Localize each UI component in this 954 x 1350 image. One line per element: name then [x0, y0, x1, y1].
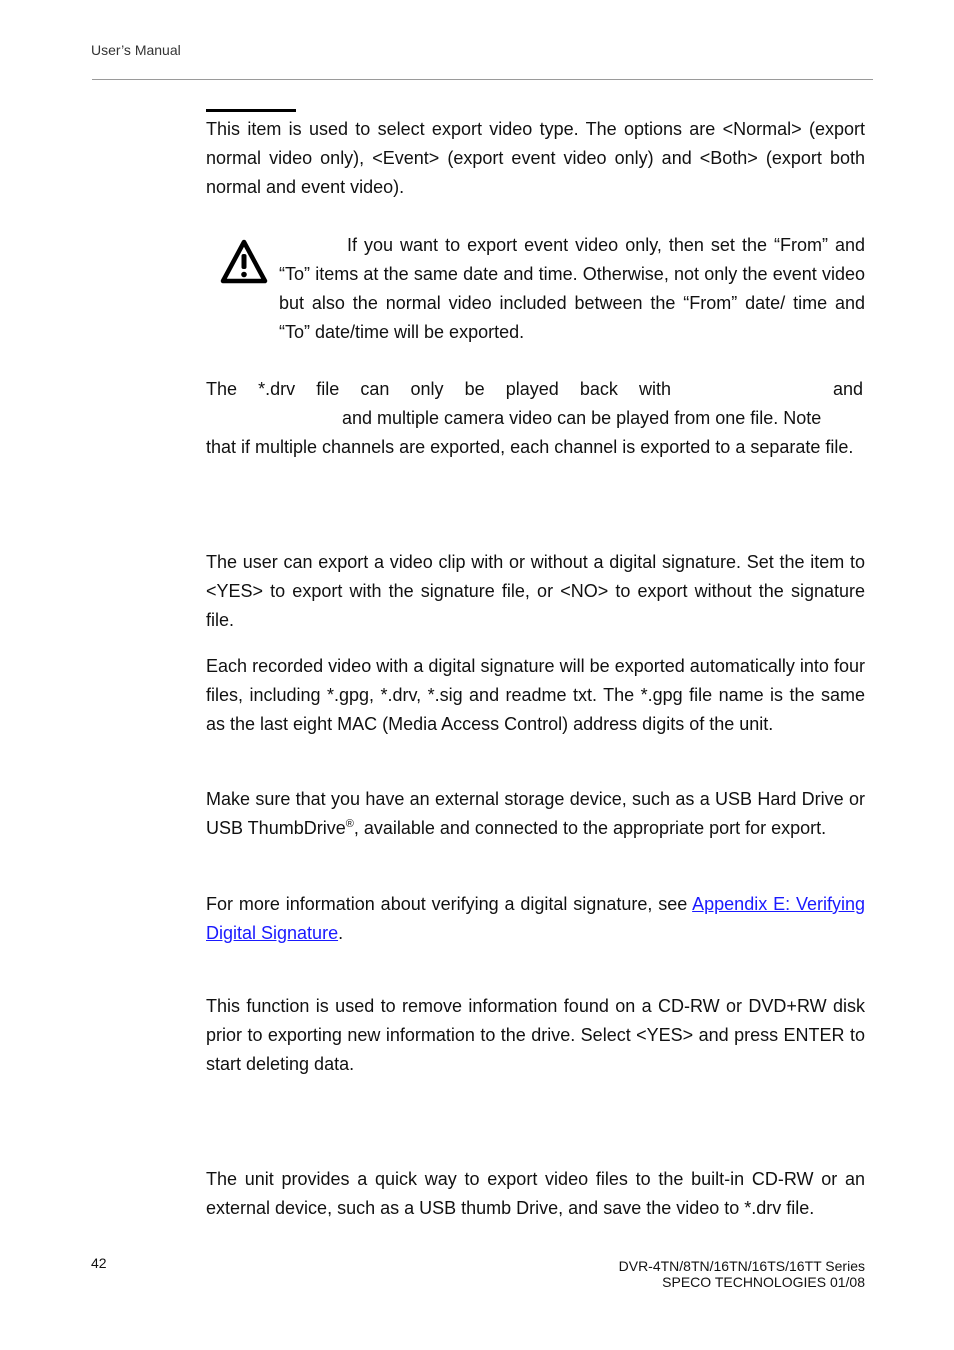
note-text: If you want to export event video only, then set the “From” and “To” items at the same date and time. Otherwise, not only the event video but also the normal video included between the “From” date/ time and “To” date/time will be exported. [279, 235, 865, 342]
warning-triangle-icon [219, 238, 269, 286]
drv-word: only [410, 379, 444, 399]
signature-para-3-text: Make sure that you have an external storage device, such as a USB Hard Drive or USB ThumbDrive [206, 789, 865, 838]
drv-rest: that if multiple channels are exported, each channel is exported to a separate file. [206, 437, 854, 457]
footer-company: SPECO TECHNOLOGIES 01/08 [662, 1274, 865, 1290]
drv-word: *.drv [258, 379, 296, 399]
registered-mark: ® [345, 818, 354, 830]
drv-word: with [638, 379, 671, 399]
drv-line-1-end: and [833, 379, 864, 399]
drv-word: The [206, 379, 238, 399]
drv-line-1 [206, 375, 671, 404]
section-heading-underline [206, 109, 296, 112]
drv-word: be [464, 379, 485, 399]
signature-para-4-text: For more information about verifying a digital signature, see [206, 894, 693, 914]
footer-series: DVR-4TN/8TN/16TN/16TS/16TT Series [618, 1258, 865, 1274]
drv-line-2: and multiple camera video can be played from one file. Note [342, 408, 822, 428]
erase-description: This function is used to remove information found on a CD-RW or DVD+RW disk prior to exporting new information to the drive. Select <YES> and press ENTER to start deleting data. [206, 996, 865, 1074]
signature-para-2: Each recorded video with a digital signature will be exported automatically into four files, including *.gpg, *.drv, *.sig and readme txt. The *.gpg file name is the same as the last eight MAC (Media Access Control) address digits of the unit. [206, 656, 865, 734]
header-title: User’s Manual [91, 42, 181, 58]
drv-word: played [505, 379, 559, 399]
footer-info [619, 1258, 865, 1290]
quick-export-description: The unit provides a quick way to export video files to the built-in CD-RW or an external device, such as a USB thumb Drive, and save the video to *.drv file. [206, 1169, 865, 1218]
signature-para-3 [206, 785, 865, 843]
drv-word: back [579, 379, 618, 399]
header-divider [92, 79, 873, 80]
page-number: 42 [91, 1255, 107, 1271]
drv-word: can [360, 379, 390, 399]
signature-para-4 [206, 890, 865, 948]
appendix-e-link[interactable]: Appendix E: Verifying Digital Signature [206, 894, 865, 943]
signature-para-3-text-end: , available and connected to the appropriate port for export. [353, 818, 827, 838]
type-description: This item is used to select export video type. The options are <Normal> (export normal video only), <Event> (export event video only) and <Both> (export both normal and event video). [206, 119, 865, 197]
signature-para-4-end: . [338, 923, 344, 943]
drv-word: file [316, 379, 340, 399]
signature-para-1: The user can export a video clip with or without a digital signature. Set the item to <YES> to export with the signature file, or <NO> to export without the signature file. [206, 552, 865, 630]
